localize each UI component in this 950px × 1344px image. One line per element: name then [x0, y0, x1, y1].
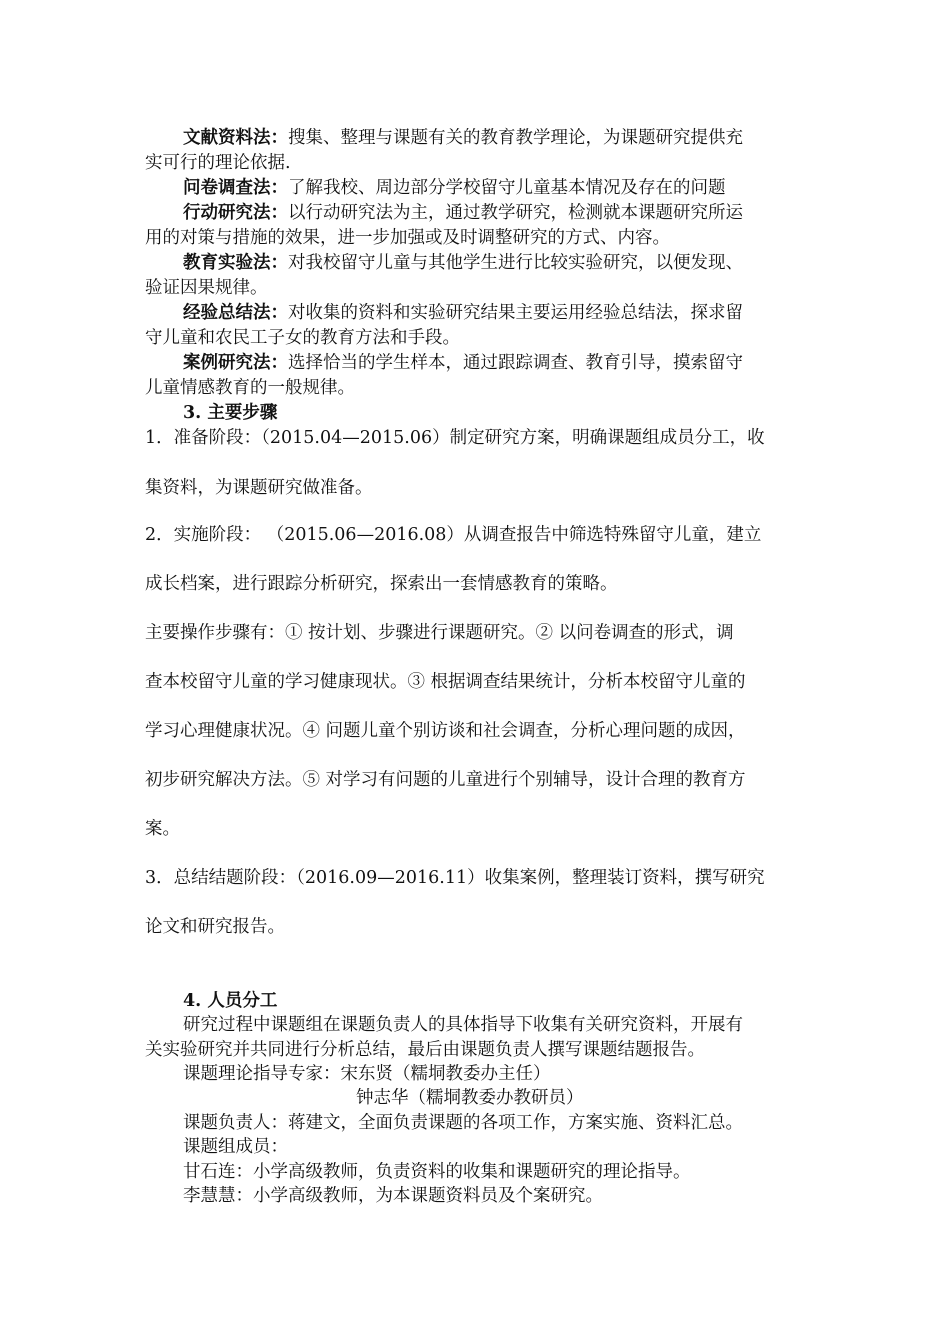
members-label: 课题组成员：: [183, 1137, 288, 1157]
member-1: 甘石连：小学高级教师，负责资料的收集和课题研究的理论指导。: [183, 1162, 691, 1182]
operations-line1: 主要操作步骤有：① 按计划、步骤进行课题研究。② 以问卷调查的形式，调: [145, 623, 734, 643]
method-case-line1: 案例研究法：选择恰当的学生样本，通过跟踪调查、教育引导，摸索留守: [183, 353, 743, 373]
operations-line2: 查本校留守儿童的学习健康现状。③ 根据调查结果统计，分析本校留守儿童的: [145, 672, 746, 692]
step-1-line1: 1．准备阶段：（2015.04—2015.06）制定研究方案，明确课题组成员分工，收: [145, 428, 765, 448]
step-3-line1: 3．总结结题阶段：（2016.09—2016.11）收集案例，整理装订资料，撰写研究: [145, 868, 765, 888]
section-4-heading: 4. 人员分工: [183, 991, 278, 1011]
member-2: 李慧慧：小学高级教师，为本课题资料员及个案研究。: [183, 1186, 603, 1206]
operations-line4: 初步研究解决方法。⑤ 对学习有问题的儿童进行个别辅导，设计合理的教育方: [145, 770, 746, 790]
project-leader: 课题负责人：蒋建文，全面负责课题的各项工作，方案实施、资料汇总。: [183, 1113, 743, 1133]
method-experiment-line1: 教育实验法：对我校留守儿童与其他学生进行比较实验研究，以便发现、: [183, 253, 743, 273]
method-case-line2: 儿童情感教育的一般规律。: [145, 378, 355, 398]
expert-line1: 课题理论指导专家：宋东贤（糯垌教委办主任）: [183, 1064, 551, 1084]
division-paragraph-line2: 关实验研究并共同进行分析总结，最后由课题负责人撰写课题结题报告。: [145, 1040, 705, 1060]
operations-line5: 案。: [145, 819, 180, 839]
method-action-line2: 用的对策与措施的效果，进一步加强或及时调整研究的方式、内容。: [145, 228, 670, 248]
operations-line3: 学习心理健康状况。④ 问题儿童个别访谈和社会调查，分析心理问题的成因，: [145, 721, 746, 741]
step-2-line2: 成长档案，进行跟踪分析研究，探索出一套情感教育的策略。: [145, 574, 618, 594]
method-literature-line2: 实可行的理论依据.: [145, 153, 291, 173]
section-3-heading: 3. 主要步骤: [183, 403, 278, 423]
method-experiment-line2: 验证因果规律。: [145, 278, 268, 298]
method-survey-line1: 问卷调查法：了解我校、周边部分学校留守儿童基本情况及存在的问题: [183, 178, 726, 198]
expert-line2: 钟志华（糯垌教委办教研员）: [356, 1088, 584, 1108]
step-1-line2: 集资料，为课题研究做准备。: [145, 478, 373, 498]
method-action-line1: 行动研究法：以行动研究法为主，通过教学研究，检测就本课题研究所运: [183, 203, 743, 223]
method-experience-line2: 守儿童和农民工子女的教育方法和手段。: [145, 328, 460, 348]
step-2-line1: 2．实施阶段： （2015.06—2016.08）从调查报告中筛选特殊留守儿童，建立: [145, 525, 762, 545]
division-paragraph-line1: 研究过程中课题组在课题负责人的具体指导下收集有关研究资料，开展有: [183, 1015, 743, 1035]
method-experience-line1: 经验总结法：对收集的资料和实验研究结果主要运用经验总结法，探求留: [183, 303, 743, 323]
step-3-line2: 论文和研究报告。: [145, 917, 285, 937]
method-literature-line1: 文献资料法：搜集、整理与课题有关的教育教学理论，为课题研究提供充: [183, 128, 743, 148]
